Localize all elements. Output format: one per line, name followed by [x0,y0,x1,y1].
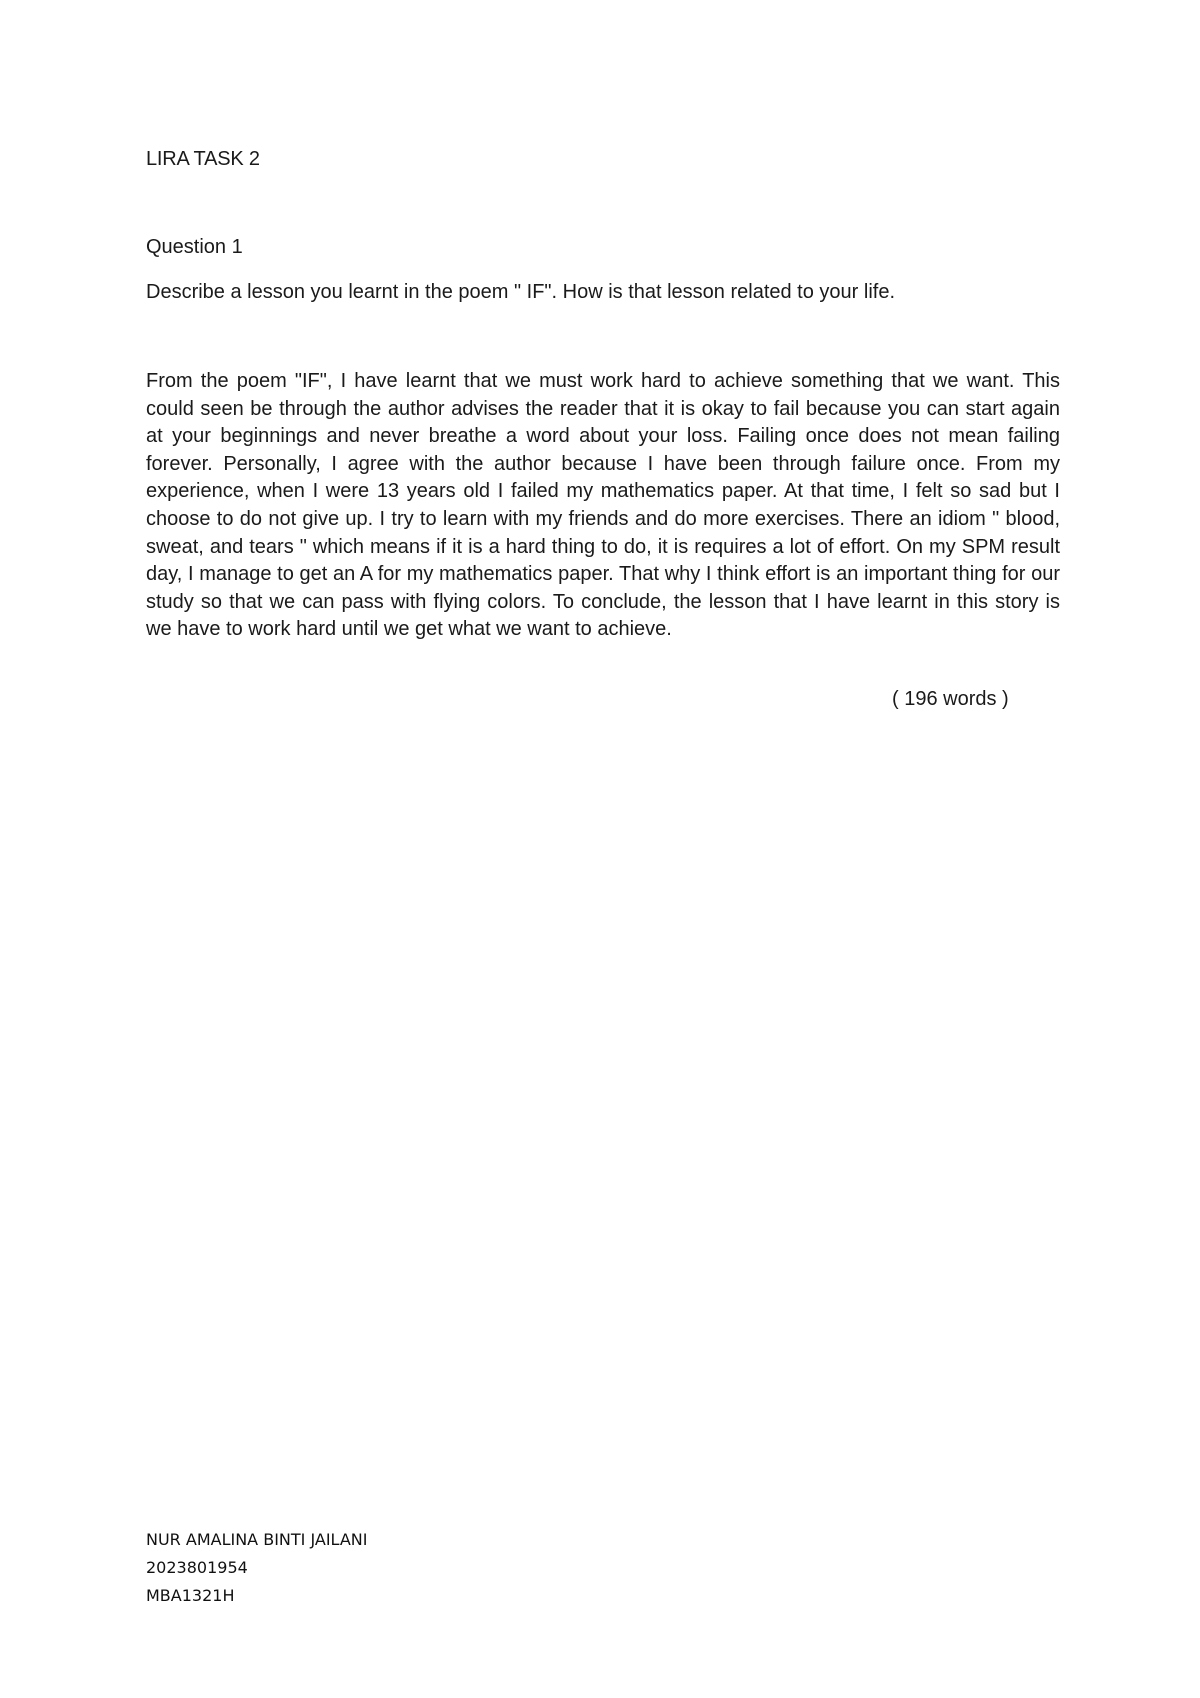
question-heading: Question 1 [146,236,243,258]
document-title: LIRA TASK 2 [146,148,260,170]
question-text: Describe a lesson you learnt in the poem " IF". How is that lesson related to your life. [146,281,896,303]
student-info-footer [146,1526,367,1610]
word-count: ( 196 words ) [892,688,1009,710]
answer-paragraph: From the poem "IF", I have learnt that we must work hard to achieve something that we want. This could seen be through the author advises the reader that it is okay to fail because you can start again at your beginnings and never breathe a word about your loss. Failing once does not mean failing forever. Personally, I agree with the author because I have been through failure once. From my experience, when I were 13 years old I failed my mathematics paper. At that time, I felt so sad but I choose to do not give up. I try to learn with my friends and do more exercises. There an idiom " blood, sweat, and tears " which means if it is a hard thing to do, it is requires a lot of effort. On my SPM result day, I manage to get an A for my mathematics paper. That why I think effort is an important thing for our study so that we can pass with flying colors. To conclude, the lesson that I have learnt in this story is we have to work hard until we get what we want to achieve. [146,370,1060,641]
class-code: MBA1321H [146,1586,235,1605]
student-name: NUR AMALINA BINTI JAILANI [146,1530,368,1549]
student-id: 2023801954 [146,1558,248,1577]
